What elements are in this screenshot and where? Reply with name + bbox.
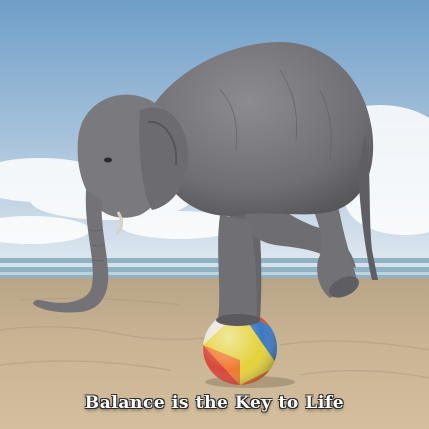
sea bbox=[0, 258, 429, 280]
caption-text: Balance is the Key to Life bbox=[84, 393, 345, 413]
